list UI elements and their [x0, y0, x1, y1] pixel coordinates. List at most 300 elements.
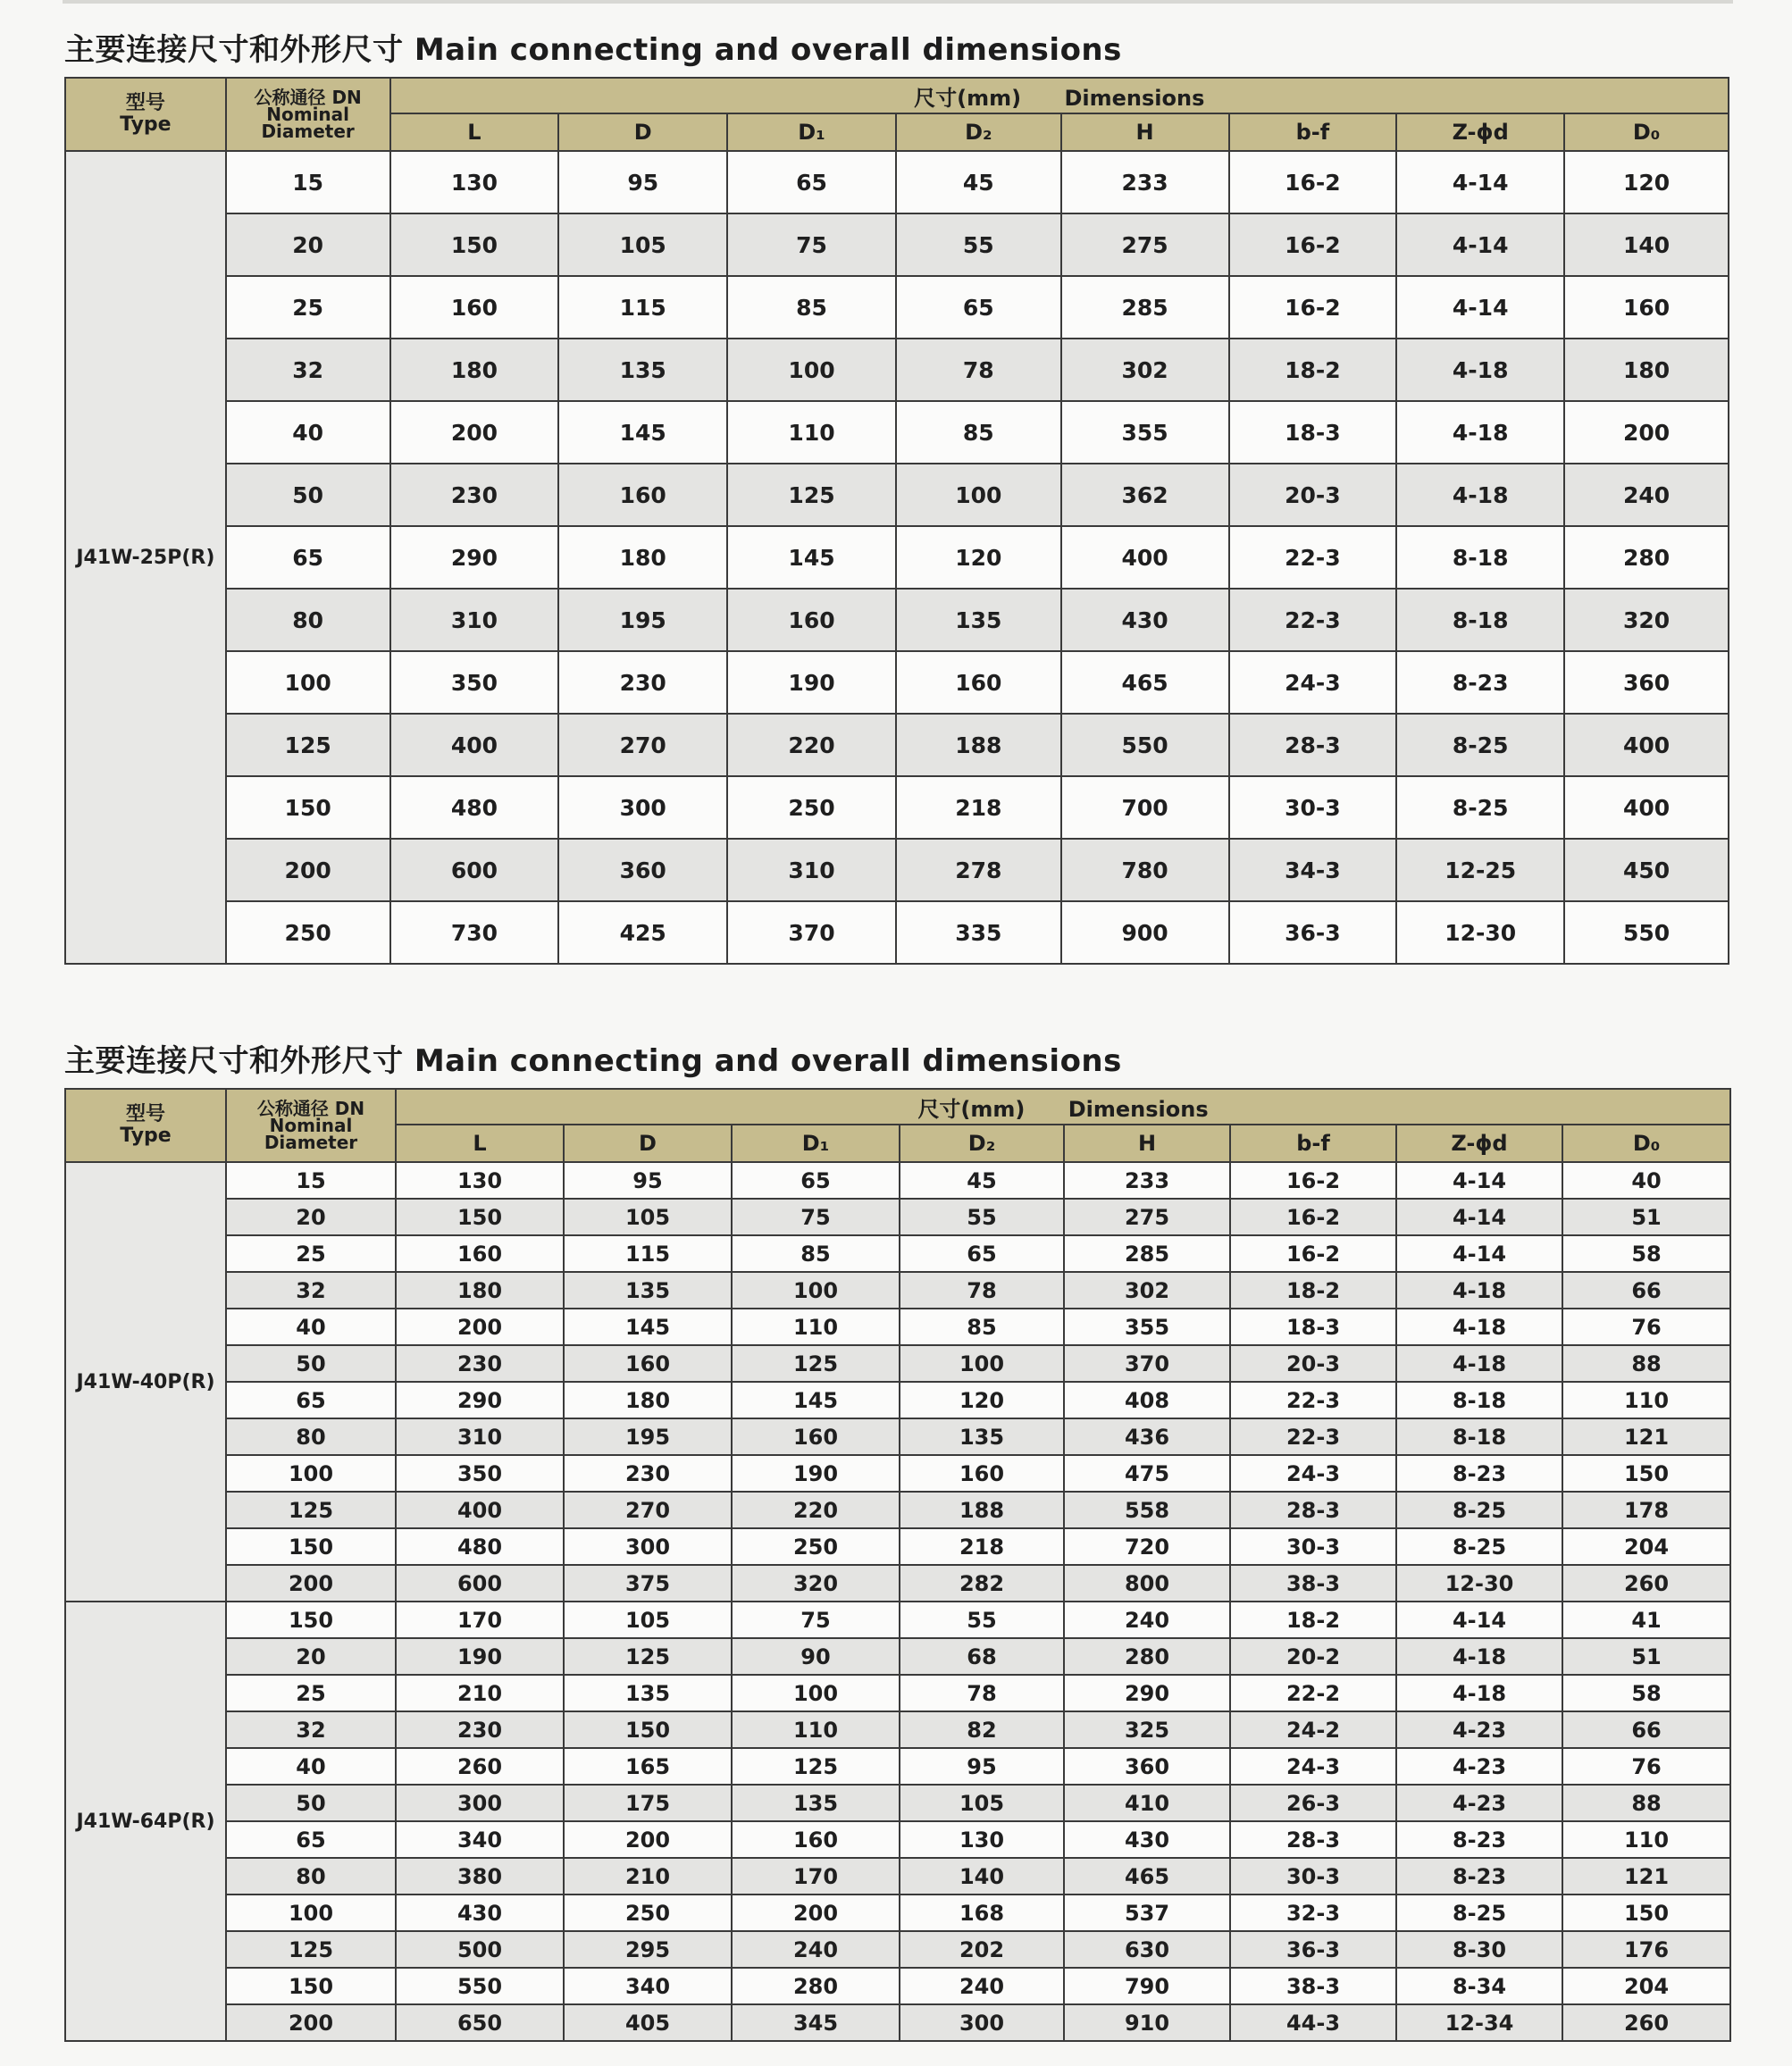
dimension-cell: 22-3: [1229, 526, 1397, 589]
dimension-cell: 18-2: [1230, 1602, 1396, 1638]
dimension-cell: 8-25: [1396, 776, 1564, 839]
dimension-cell: 700: [1061, 776, 1229, 839]
dimension-cell: 4-14: [1396, 1199, 1562, 1235]
dimension-cell: 125: [727, 464, 896, 526]
dimension-cell: 230: [396, 1711, 564, 1748]
dimension-cell: 180: [1564, 339, 1729, 401]
dimension-cell: 18-2: [1229, 339, 1397, 401]
table-row: [65, 526, 1729, 589]
dn-cell: 50: [226, 1345, 396, 1382]
dimension-cell: 218: [896, 776, 1061, 839]
dimension-cell: 790: [1064, 1968, 1230, 2004]
dimension-cell: 230: [558, 651, 727, 714]
table-row: [65, 1675, 1730, 1711]
dimension-cell: 20-3: [1229, 464, 1397, 526]
dimension-cell: 380: [396, 1858, 564, 1895]
dimension-cell: 290: [390, 526, 559, 589]
dn-cell: 65: [226, 526, 390, 589]
dimension-cell: 12-25: [1396, 839, 1564, 901]
model-type-cell: J41W-25P(R): [65, 151, 226, 964]
table-row: [65, 1309, 1730, 1345]
dimension-cell: 18-2: [1230, 1272, 1396, 1309]
dimension-cell: 480: [390, 776, 559, 839]
dimension-cell: 900: [1061, 901, 1229, 964]
dimension-cell: 285: [1061, 276, 1229, 339]
dimension-cell: 41: [1562, 1602, 1730, 1638]
dimension-cell: 16-2: [1229, 213, 1397, 276]
type-header: [65, 78, 226, 151]
dimension-cell: 300: [396, 1785, 564, 1821]
dimension-cell: 345: [732, 2004, 900, 2041]
dimension-cell: 66: [1562, 1272, 1730, 1309]
dimension-cell: 22-2: [1230, 1675, 1396, 1711]
dimension-cell: 170: [732, 1858, 900, 1895]
dimension-cell: 480: [396, 1528, 564, 1565]
dn-cell: 50: [226, 464, 390, 526]
column-header: D₀: [1564, 113, 1729, 151]
dimension-cell: 4-14: [1396, 213, 1564, 276]
dn-cell: 200: [226, 2004, 396, 2041]
dimension-cell: 278: [896, 839, 1061, 901]
dimension-cell: 188: [896, 714, 1061, 776]
dimension-cell: 335: [896, 901, 1061, 964]
dimension-cell: 65: [896, 276, 1061, 339]
dimension-cell: 233: [1061, 151, 1229, 213]
dimension-cell: 360: [1064, 1748, 1230, 1785]
dimension-cell: 121: [1562, 1858, 1730, 1895]
dimension-cell: 110: [1562, 1821, 1730, 1858]
dimension-cell: 190: [396, 1638, 564, 1675]
dimension-cell: 180: [558, 526, 727, 589]
dimension-cell: 200: [1564, 401, 1729, 464]
dimension-cell: 780: [1061, 839, 1229, 901]
column-header: D₁: [732, 1125, 900, 1162]
dn-cell: 80: [226, 1418, 396, 1455]
table-row: [65, 1785, 1730, 1821]
dn-cell: 32: [226, 1711, 396, 1748]
type-header-en: Type: [120, 113, 172, 136]
dn-header-cn: 公称通径 DN: [254, 86, 362, 108]
table-row: [65, 401, 1729, 464]
dimension-cell: 100: [732, 1675, 900, 1711]
dn-cell: 80: [226, 1858, 396, 1895]
dimension-cell: 110: [732, 1711, 900, 1748]
dimension-cell: 165: [564, 1748, 732, 1785]
dimension-cell: 300: [564, 1528, 732, 1565]
table-header: [65, 78, 1729, 151]
column-header: b-f: [1230, 1125, 1396, 1162]
dimension-cell: 75: [732, 1199, 900, 1235]
column-header: D₀: [1562, 1125, 1730, 1162]
dimension-cell: 8-30: [1396, 1931, 1562, 1968]
dimension-cell: 170: [396, 1602, 564, 1638]
table-row: [65, 1455, 1730, 1492]
table-row: [65, 1272, 1730, 1309]
dimension-cell: 82: [900, 1711, 1064, 1748]
dimension-cell: 210: [396, 1675, 564, 1711]
dimension-cell: 8-23: [1396, 1821, 1562, 1858]
dimension-cell: 160: [396, 1235, 564, 1272]
dn-cell: 80: [226, 589, 390, 651]
table-row: [65, 1602, 1730, 1638]
dimension-cell: 408: [1064, 1382, 1230, 1418]
dimension-cell: 4-18: [1396, 401, 1564, 464]
dimension-cell: 180: [390, 339, 559, 401]
dimension-cell: 280: [1564, 526, 1729, 589]
dimension-cell: 200: [396, 1309, 564, 1345]
dimension-cell: 195: [564, 1418, 732, 1455]
dimension-cell: 88: [1562, 1785, 1730, 1821]
dimension-cell: 30-3: [1230, 1528, 1396, 1565]
dimension-cell: 24-2: [1230, 1711, 1396, 1748]
table-row: [65, 2004, 1730, 2041]
dimension-cell: 202: [900, 1931, 1064, 1968]
dimension-cell: 145: [558, 401, 727, 464]
column-header: D₂: [896, 113, 1061, 151]
dimension-cell: 65: [727, 151, 896, 213]
dimension-cell: 4-14: [1396, 1235, 1562, 1272]
dimension-cell: 130: [396, 1162, 564, 1199]
dimension-cell: 130: [390, 151, 559, 213]
dimension-cell: 125: [564, 1638, 732, 1675]
dimension-cell: 160: [1564, 276, 1729, 339]
table-row: [65, 213, 1729, 276]
table-row: [65, 1711, 1730, 1748]
dimension-cell: 230: [564, 1455, 732, 1492]
dimension-cell: 275: [1061, 213, 1229, 276]
dimension-cell: 18-3: [1229, 401, 1397, 464]
dimension-cell: 38-3: [1230, 1565, 1396, 1602]
dimension-cell: 30-3: [1229, 776, 1397, 839]
dimension-cell: 66: [1562, 1711, 1730, 1748]
dimension-cell: 160: [732, 1418, 900, 1455]
dimension-cell: 8-34: [1396, 1968, 1562, 2004]
dimension-cell: 51: [1562, 1638, 1730, 1675]
dimension-cell: 145: [564, 1309, 732, 1345]
dimension-cell: 4-23: [1396, 1748, 1562, 1785]
dimension-cell: 78: [896, 339, 1061, 401]
dimension-cell: 425: [558, 901, 727, 964]
dimension-cell: 28-3: [1230, 1492, 1396, 1528]
dimension-cell: 110: [727, 401, 896, 464]
dimension-cell: 360: [1564, 651, 1729, 714]
dimension-cell: 355: [1064, 1309, 1230, 1345]
dimension-cell: 121: [1562, 1418, 1730, 1455]
dn-cell: 200: [226, 1565, 396, 1602]
dimension-cell: 75: [727, 213, 896, 276]
dimension-cell: 230: [396, 1345, 564, 1382]
type-header-cn: 型号: [125, 92, 165, 114]
table-row: [65, 901, 1729, 964]
dimension-cell: 537: [1064, 1895, 1230, 1931]
column-header: D: [564, 1125, 732, 1162]
dn-cell: 150: [226, 1968, 396, 2004]
dimension-cell: 310: [396, 1418, 564, 1455]
table-row: [65, 839, 1729, 901]
dimension-cell: 230: [390, 464, 559, 526]
dimension-cell: 200: [390, 401, 559, 464]
dimension-cell: 16-2: [1229, 276, 1397, 339]
dimension-cell: 260: [396, 1748, 564, 1785]
dimension-cell: 135: [732, 1785, 900, 1821]
dimension-cell: 135: [564, 1272, 732, 1309]
dimension-cell: 465: [1064, 1858, 1230, 1895]
dimensions-table-1: [64, 77, 1729, 965]
dimension-cell: 135: [896, 589, 1061, 651]
dimension-cell: 55: [900, 1602, 1064, 1638]
dimension-cell: 302: [1064, 1272, 1230, 1309]
dimension-cell: 78: [900, 1272, 1064, 1309]
dimension-cell: 145: [727, 526, 896, 589]
table-row: [65, 1638, 1730, 1675]
dn-cell: 125: [226, 714, 390, 776]
model-type-cell: J41W-64P(R): [65, 1602, 226, 2041]
dimension-cell: 4-14: [1396, 1162, 1562, 1199]
table-row: [65, 464, 1729, 526]
dn-cell: 65: [226, 1821, 396, 1858]
dimension-cell: 178: [1562, 1492, 1730, 1528]
dimension-cell: 233: [1064, 1162, 1230, 1199]
dimension-cell: 4-18: [1396, 1675, 1562, 1711]
dimension-cell: 100: [732, 1272, 900, 1309]
dn-header-en1: Nominal: [266, 103, 350, 125]
table-row: [65, 1565, 1730, 1602]
dimension-cell: 340: [564, 1968, 732, 2004]
table-row: [65, 589, 1729, 651]
dimension-cell: 22-3: [1229, 589, 1397, 651]
dn-cell: 100: [226, 651, 390, 714]
dimension-cell: 270: [564, 1492, 732, 1528]
dimension-cell: 320: [732, 1565, 900, 1602]
dimension-cell: 310: [727, 839, 896, 901]
dimension-cell: 218: [900, 1528, 1064, 1565]
dn-cell: 150: [226, 1602, 396, 1638]
dimension-cell: 8-23: [1396, 1858, 1562, 1895]
table-row: [65, 1199, 1730, 1235]
dimension-cell: 430: [1064, 1821, 1230, 1858]
dimension-cell: 140: [1564, 213, 1729, 276]
dimension-cell: 95: [558, 151, 727, 213]
dimensions-header-en: Dimensions: [1064, 85, 1205, 111]
dimension-cell: 400: [396, 1492, 564, 1528]
dimension-cell: 16-2: [1230, 1162, 1396, 1199]
dn-header: [226, 78, 390, 151]
table-row: [65, 1235, 1730, 1272]
dn-cell: 125: [226, 1931, 396, 1968]
dimension-cell: 436: [1064, 1418, 1230, 1455]
table-row: [65, 651, 1729, 714]
dimension-cell: 160: [727, 589, 896, 651]
dimension-cell: 4-23: [1396, 1711, 1562, 1748]
dimension-cell: 8-18: [1396, 1418, 1562, 1455]
dimension-cell: 30-3: [1230, 1858, 1396, 1895]
dn-cell: 100: [226, 1455, 396, 1492]
column-header: D: [558, 113, 727, 151]
dimension-cell: 8-18: [1396, 589, 1564, 651]
model-type-cell: J41W-40P(R): [65, 1162, 226, 1602]
dimension-cell: 410: [1064, 1785, 1230, 1821]
dimension-cell: 190: [727, 651, 896, 714]
dimension-cell: 250: [732, 1528, 900, 1565]
dimension-cell: 500: [396, 1931, 564, 1968]
dimension-cell: 8-25: [1396, 714, 1564, 776]
dimension-cell: 105: [564, 1199, 732, 1235]
dimension-cell: 4-18: [1396, 1345, 1562, 1382]
dimension-cell: 68: [900, 1638, 1064, 1675]
dimension-cell: 558: [1064, 1492, 1230, 1528]
dimension-cell: 730: [390, 901, 559, 964]
dimension-cell: 4-14: [1396, 1602, 1562, 1638]
dimension-cell: 430: [1061, 589, 1229, 651]
column-header: H: [1064, 1125, 1230, 1162]
dn-header-en1: Nominal: [269, 1114, 353, 1136]
dimension-cell: 105: [564, 1602, 732, 1638]
dimension-cell: 45: [900, 1162, 1064, 1199]
dimension-cell: 55: [896, 213, 1061, 276]
dimensions-header-en: Dimensions: [1068, 1096, 1209, 1122]
table-row: [65, 1492, 1730, 1528]
dimension-cell: 4-18: [1396, 464, 1564, 526]
dimension-cell: 85: [900, 1309, 1064, 1345]
dimension-cell: 20-3: [1230, 1345, 1396, 1382]
dn-cell: 20: [226, 213, 390, 276]
dimension-cell: 145: [732, 1382, 900, 1418]
dimension-cell: 150: [564, 1711, 732, 1748]
dn-cell: 15: [226, 151, 390, 213]
dimension-cell: 120: [900, 1382, 1064, 1418]
dimension-cell: 280: [1064, 1638, 1230, 1675]
dimension-cell: 16-2: [1230, 1199, 1396, 1235]
dimension-cell: 8-25: [1396, 1895, 1562, 1931]
dimension-cell: 160: [896, 651, 1061, 714]
dimension-cell: 105: [558, 213, 727, 276]
dimension-cell: 90: [732, 1638, 900, 1675]
dimension-cell: 362: [1061, 464, 1229, 526]
dimension-cell: 125: [732, 1748, 900, 1785]
dn-cell: 200: [226, 839, 390, 901]
dimension-cell: 26-3: [1230, 1785, 1396, 1821]
column-header: L: [390, 113, 559, 151]
dimension-cell: 800: [1064, 1565, 1230, 1602]
dimension-cell: 16-2: [1229, 151, 1397, 213]
dimension-cell: 85: [727, 276, 896, 339]
dimension-cell: 375: [564, 1565, 732, 1602]
dimension-cell: 910: [1064, 2004, 1230, 2041]
top-rule: [63, 0, 1733, 4]
table-row: [65, 1528, 1730, 1565]
dimension-cell: 250: [727, 776, 896, 839]
dn-header-cn: 公称通径 DN: [256, 1097, 365, 1119]
column-header: D₁: [727, 113, 896, 151]
dimension-cell: 65: [900, 1235, 1064, 1272]
dimension-cell: 40: [1562, 1162, 1730, 1199]
dimension-cell: 720: [1064, 1528, 1230, 1565]
table-row: [65, 1858, 1730, 1895]
dimension-cell: 105: [900, 1785, 1064, 1821]
dimension-cell: 115: [564, 1235, 732, 1272]
dimension-cell: 180: [564, 1382, 732, 1418]
table-header: [65, 1089, 1730, 1162]
dimension-cell: 285: [1064, 1235, 1230, 1272]
dimensions-header-cn: 尺寸(mm): [914, 85, 1022, 111]
dimension-cell: 430: [396, 1895, 564, 1931]
dimension-cell: 4-18: [1396, 339, 1564, 401]
dimension-cell: 195: [558, 589, 727, 651]
dn-cell: 15: [226, 1162, 396, 1199]
dimension-cell: 550: [1564, 901, 1729, 964]
dimension-cell: 240: [1064, 1602, 1230, 1638]
column-header: D₂: [900, 1125, 1064, 1162]
dimension-cell: 110: [1562, 1382, 1730, 1418]
dn-header-en2: Diameter: [264, 1131, 358, 1153]
dimension-cell: 550: [1061, 714, 1229, 776]
dimension-cell: 340: [396, 1821, 564, 1858]
dimension-cell: 355: [1061, 401, 1229, 464]
dimension-cell: 120: [1564, 151, 1729, 213]
dimension-cell: 78: [900, 1675, 1064, 1711]
dimension-cell: 295: [564, 1931, 732, 1968]
dimension-cell: 150: [1562, 1455, 1730, 1492]
dimension-cell: 38-3: [1230, 1968, 1396, 2004]
dn-cell: 25: [226, 1235, 396, 1272]
dimension-cell: 4-18: [1396, 1638, 1562, 1675]
dimension-cell: 130: [900, 1821, 1064, 1858]
dimension-cell: 75: [732, 1602, 900, 1638]
dn-cell: 25: [226, 1675, 396, 1711]
dimension-cell: 88: [1562, 1345, 1730, 1382]
dn-cell: 25: [226, 276, 390, 339]
dimension-cell: 180: [396, 1272, 564, 1309]
dimension-cell: 290: [396, 1382, 564, 1418]
dimension-cell: 4-14: [1396, 151, 1564, 213]
dimension-cell: 76: [1562, 1748, 1730, 1785]
dimension-cell: 240: [1564, 464, 1729, 526]
dimension-cell: 175: [564, 1785, 732, 1821]
dimension-cell: 300: [558, 776, 727, 839]
dimension-cell: 475: [1064, 1455, 1230, 1492]
dimension-cell: 140: [900, 1858, 1064, 1895]
dimension-cell: 465: [1061, 651, 1229, 714]
dimension-cell: 160: [732, 1821, 900, 1858]
dimension-cell: 85: [896, 401, 1061, 464]
dimension-cell: 200: [732, 1895, 900, 1931]
dn-cell: 20: [226, 1638, 396, 1675]
dimension-cell: 135: [558, 339, 727, 401]
dimension-cell: 110: [732, 1309, 900, 1345]
dimension-cell: 36-3: [1229, 901, 1397, 964]
dn-header: [226, 1089, 396, 1162]
dimension-cell: 28-3: [1230, 1821, 1396, 1858]
dimension-cell: 34-3: [1229, 839, 1397, 901]
dn-cell: 32: [226, 339, 390, 401]
table-row: [65, 1748, 1730, 1785]
dimension-cell: 8-25: [1396, 1528, 1562, 1565]
dimension-cell: 168: [900, 1895, 1064, 1931]
dimension-cell: 12-30: [1396, 901, 1564, 964]
dimension-cell: 125: [732, 1345, 900, 1382]
dimension-cell: 210: [564, 1858, 732, 1895]
dimension-cell: 190: [732, 1455, 900, 1492]
dimension-cell: 280: [732, 1968, 900, 2004]
column-header: Z-ϕd: [1396, 1125, 1562, 1162]
dn-cell: 40: [226, 1309, 396, 1345]
dn-cell: 125: [226, 1492, 396, 1528]
dimension-cell: 240: [900, 1968, 1064, 2004]
dimensions-header: [390, 78, 1729, 113]
dimension-cell: 4-18: [1396, 1309, 1562, 1345]
dimensions-header: [396, 1089, 1730, 1125]
dimension-cell: 320: [1564, 589, 1729, 651]
